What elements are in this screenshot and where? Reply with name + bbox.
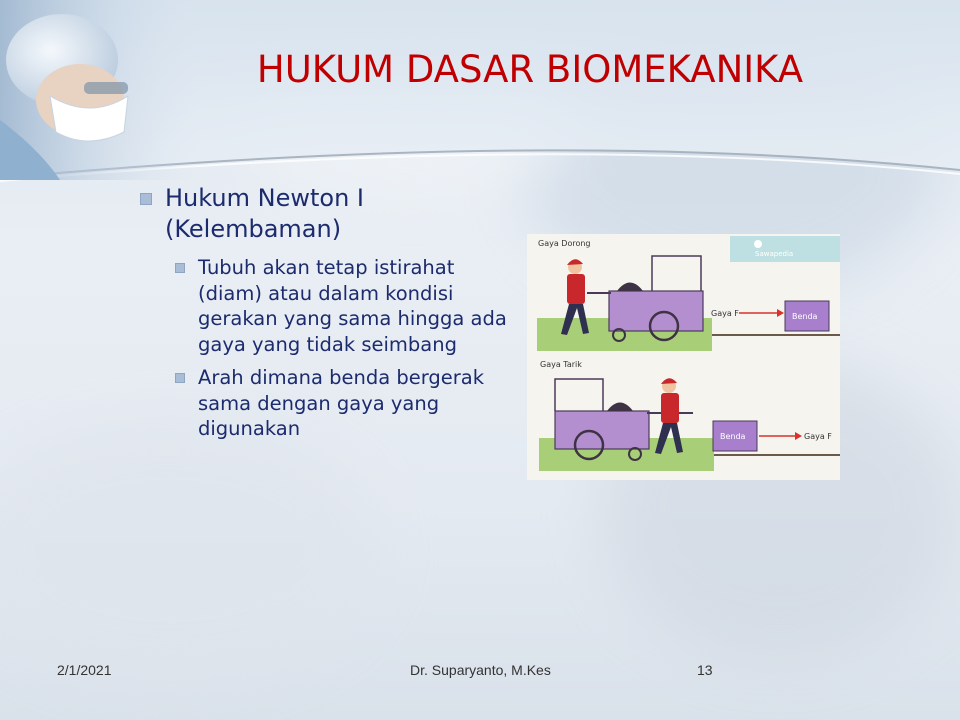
footer-date: 2/1/2021 — [57, 662, 112, 678]
force-label-bottom: Gaya F — [804, 432, 832, 441]
person-cap-top — [567, 259, 583, 265]
bullet-square-icon — [175, 263, 185, 273]
arrowhead-bottom — [795, 432, 802, 440]
pot-top — [617, 283, 643, 292]
arrowhead-top — [777, 309, 784, 317]
person-body-top — [567, 274, 585, 304]
cart-top — [609, 291, 703, 331]
person-cap-bottom — [661, 378, 677, 384]
sub-bullet-text: Arah dimana benda bergerak sama dengan gaya yang digunakan — [198, 366, 485, 440]
slide-title: HUKUM DASAR BIOMEKANIKA — [256, 48, 804, 91]
label-push: Gaya Dorong — [538, 239, 591, 248]
object-label-bottom: Benda — [720, 432, 746, 441]
label-pull: Gaya Tarik — [540, 360, 582, 369]
bullet-item — [140, 183, 510, 245]
cart-frame-bottom — [555, 379, 603, 411]
footer-author: Dr. Suparyanto, M.Kes — [410, 662, 551, 678]
sub-bullet-item — [175, 255, 510, 357]
logo-icon — [754, 240, 762, 248]
newton-illustration — [527, 234, 840, 480]
sub-bullet-item — [175, 365, 510, 442]
footer-page-number: 13 — [697, 662, 713, 678]
background-shape — [0, 420, 380, 680]
logo-badge — [730, 236, 840, 262]
logo-text: Sawapedia — [755, 250, 794, 258]
force-label-top: Gaya F — [711, 309, 739, 318]
bullet-list — [140, 183, 510, 442]
pot-bottom — [607, 403, 633, 412]
cart-frame-top — [652, 256, 701, 291]
bullet-square-icon — [140, 193, 152, 205]
object-label-top: Benda — [792, 312, 818, 321]
bullet-square-icon — [175, 373, 185, 383]
bullet-text: Hukum Newton I (Kelembaman) — [165, 184, 364, 243]
sub-bullet-text: Tubuh akan tetap istirahat (diam) atau dalam kondisi gerakan yang sama hingga ada gaya yang tidak seimbang — [198, 256, 507, 356]
person-body-bottom — [661, 393, 679, 423]
